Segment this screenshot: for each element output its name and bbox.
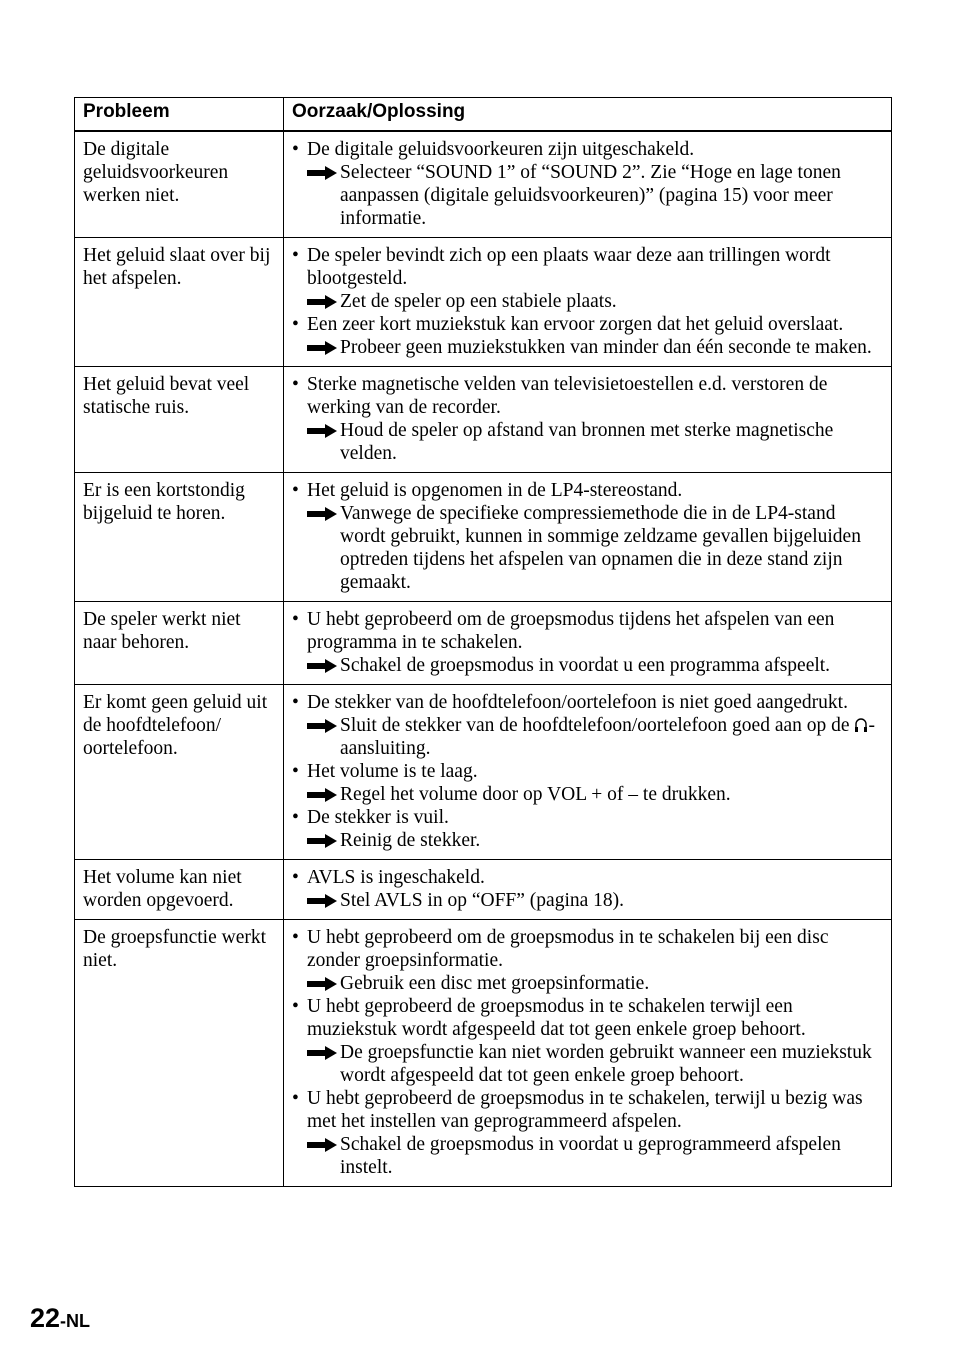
cause-solution-cell <box>284 473 892 602</box>
arrow-right-icon <box>307 719 337 733</box>
arrow-right-icon <box>307 507 337 521</box>
solution-text: Vanwege de specifieke compressiemethode die in de LP4-stand wordt gebruikt, kunnen in sommige zeldzame gevallen bijgeluiden optreden tijdens het afspelen van opnamen die in deze stand zijn gemaakt. <box>340 503 861 593</box>
solution-text: Schakel de groepsmodus in voordat u geprogrammeerd afspelen instelt. <box>340 1134 841 1178</box>
solution-text: -aansluiting. <box>340 715 875 759</box>
bullet: • <box>292 480 299 501</box>
cause-solution-cell <box>284 238 892 367</box>
cause-text: De speler bevindt zich op een plaats waar deze aan trillingen wordt blootgesteld. <box>307 245 831 289</box>
cause-solution-cell <box>284 685 892 860</box>
cause-item <box>292 373 883 419</box>
cause-solution-cell <box>284 131 892 238</box>
solution-text: Schakel de groepsmodus in voordat u een programma afspeelt. <box>340 655 831 676</box>
problem-cell: Er is een kortstondig bijgeluid te horen. <box>75 473 284 602</box>
solution-text: Stel AVLS in op “OFF” (pagina 18). <box>340 890 625 911</box>
table-row <box>75 860 892 920</box>
bullet: • <box>292 927 299 948</box>
solution-item <box>292 829 883 852</box>
bullet: • <box>292 867 299 888</box>
table-row <box>75 367 892 473</box>
bullet: • <box>292 996 299 1017</box>
solution-item <box>292 419 883 465</box>
solution-text: Sluit de stekker van de hoofdtelefoon/oortelefoon goed aan op de <box>340 715 855 736</box>
cause-item <box>292 866 883 889</box>
cause-solution-cell <box>284 602 892 685</box>
solution-item <box>292 1133 883 1179</box>
bullet: • <box>292 245 299 266</box>
cause-item <box>292 760 883 783</box>
page-number-suffix: -NL <box>60 1311 91 1331</box>
arrow-right-icon <box>307 977 337 991</box>
cause-item <box>292 244 883 290</box>
arrow-right-icon <box>307 166 337 180</box>
cause-text: Een zeer kort muziekstuk kan ervoor zorgen dat het geluid overslaat. <box>307 314 844 335</box>
problem-cell: Er komt geen geluid uit de hoofdtelefoon/ oortelefoon. <box>75 685 284 860</box>
bullet: • <box>292 692 299 713</box>
solution-text: Regel het volume door op VOL + of – te drukken. <box>340 784 731 805</box>
table-row <box>75 131 892 238</box>
table-row <box>75 920 892 1187</box>
solution-item <box>292 1041 883 1087</box>
table-header-row <box>75 98 892 132</box>
problem-cell: De groepsfunctie werkt niet. <box>75 920 284 1187</box>
table-row <box>75 685 892 860</box>
arrow-right-icon <box>307 1138 337 1152</box>
bullet: • <box>292 139 299 160</box>
solution-item <box>292 502 883 594</box>
bullet: • <box>292 761 299 782</box>
solution-text: Zet de speler op een stabiele plaats. <box>340 291 617 312</box>
cause-text: U hebt geprobeerd om de groepsmodus tijdens het afspelen van een programma in te schakelen. <box>307 609 835 653</box>
headphone-icon <box>854 717 868 733</box>
solution-text: Houd de speler op afstand van bronnen met sterke magnetische velden. <box>340 420 834 464</box>
header-cause-solution: Oorzaak/Oplossing <box>284 98 892 132</box>
arrow-right-icon <box>307 424 337 438</box>
problem-cell: De speler werkt niet naar behoren. <box>75 602 284 685</box>
cause-text: AVLS is ingeschakeld. <box>307 867 485 888</box>
bullet: • <box>292 807 299 828</box>
solution-item <box>292 654 883 677</box>
cause-item <box>292 313 883 336</box>
solution-item <box>292 336 883 359</box>
solution-text: Reinig de stekker. <box>340 830 481 851</box>
solution-item <box>292 714 883 760</box>
cause-item <box>292 1087 883 1133</box>
cause-solution-cell <box>284 367 892 473</box>
arrow-right-icon <box>307 295 337 309</box>
solution-text: Probeer geen muziekstukken van minder dan één seconde te maken. <box>340 337 872 358</box>
problem-cell: De digitale geluidsvoorkeuren werken niet. <box>75 131 284 238</box>
bullet: • <box>292 609 299 630</box>
table-body <box>75 131 892 1187</box>
cause-item <box>292 995 883 1041</box>
solution-text: Gebruik een disc met groepsinformatie. <box>340 973 650 994</box>
solution-item <box>292 161 883 230</box>
cause-text: U hebt geprobeerd de groepsmodus in te schakelen terwijl een muziekstuk wordt afgespeeld dat tot geen enkele groep behoort. <box>307 996 806 1040</box>
cause-item <box>292 806 883 829</box>
arrow-right-icon <box>307 834 337 848</box>
solution-item <box>292 783 883 806</box>
bullet: • <box>292 1088 299 1109</box>
bullet: • <box>292 314 299 335</box>
cause-solution-cell <box>284 920 892 1187</box>
cause-text: De stekker is vuil. <box>307 807 449 828</box>
solution-item <box>292 972 883 995</box>
cause-text: U hebt geprobeerd om de groepsmodus in te schakelen bij een disc zonder groepsinformatie. <box>307 927 829 971</box>
solution-text: De groepsfunctie kan niet worden gebruikt wanneer een muziekstuk wordt afgespeeld dat tot geen enkele groep behoort. <box>340 1042 872 1086</box>
cause-text: Het volume is te laag. <box>307 761 478 782</box>
arrow-right-icon <box>307 894 337 908</box>
arrow-right-icon <box>307 659 337 673</box>
arrow-right-icon <box>307 1046 337 1060</box>
problem-cell: Het geluid slaat over bij het afspelen. <box>75 238 284 367</box>
problem-cell: Het geluid bevat veel statische ruis. <box>75 367 284 473</box>
cause-item <box>292 138 883 161</box>
bullet: • <box>292 374 299 395</box>
solution-item <box>292 290 883 313</box>
page-number: 22 <box>30 1303 61 1333</box>
header-problem: Probleem <box>75 98 284 132</box>
solution-text: Selecteer “SOUND 1” of “SOUND 2”. Zie “Hoge en lage tonen aanpassen (digitale geluidsvoorkeuren)” (pagina 15) voor meer informatie. <box>340 162 841 229</box>
arrow-right-icon <box>307 788 337 802</box>
solution-item <box>292 889 883 912</box>
cause-item <box>292 479 883 502</box>
cause-text: De stekker van de hoofdtelefoon/oortelefoon is niet goed aangedrukt. <box>307 692 848 713</box>
table-row <box>75 602 892 685</box>
cause-item <box>292 608 883 654</box>
arrow-right-icon <box>307 341 337 355</box>
cause-text: De digitale geluidsvoorkeuren zijn uitgeschakeld. <box>307 139 695 160</box>
cause-text: Sterke magnetische velden van televisietoestellen e.d. verstoren de werking van de recorder. <box>307 374 828 418</box>
cause-text: U hebt geprobeerd de groepsmodus in te schakelen, terwijl u bezig was met het instellen van geprogrammeerd afspelen. <box>307 1088 863 1132</box>
table-row <box>75 473 892 602</box>
table-row <box>75 238 892 367</box>
cause-solution-cell <box>284 860 892 920</box>
problem-cell: Het volume kan niet worden opgevoerd. <box>75 860 284 920</box>
cause-text: Het geluid is opgenomen in de LP4-stereostand. <box>307 480 683 501</box>
cause-item <box>292 926 883 972</box>
page-footer <box>30 1303 90 1334</box>
cause-item <box>292 691 883 714</box>
troubleshooting-table <box>74 97 892 1187</box>
